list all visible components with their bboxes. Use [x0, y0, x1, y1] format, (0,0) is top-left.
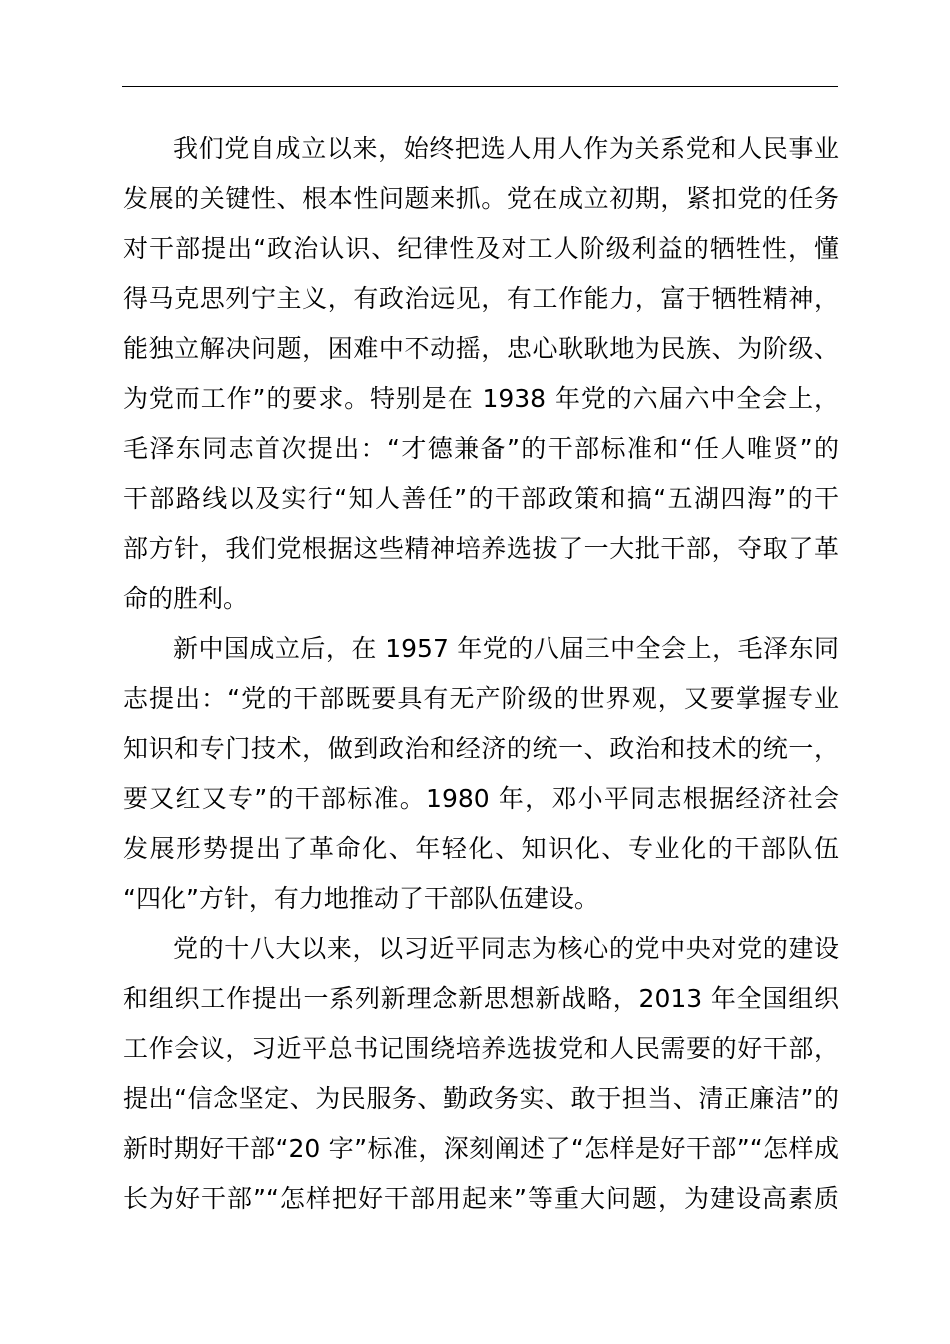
text-line: 我们党自成立以来，始终把选人用人作为关系党和人民事业	[173, 134, 839, 163]
text-line: 命的胜利。	[123, 584, 249, 613]
text-line: 为党而工作”的要求。特别是在 1938 年党的六届六中全会上，	[123, 384, 839, 413]
text-line: 发展形势提出了革命化、年轻化、知识化、专业化的干部队伍	[123, 834, 839, 863]
text-line: 部方针，我们党根据这些精神培养选拔了一大批干部，夺取了革	[123, 534, 839, 563]
text-line: 发展的关键性、根本性问题来抓。党在成立初期，紧扣党的任务	[123, 184, 839, 213]
text-line: 长为好干部”“怎样把好干部用起来”等重大问题，为建设高素质	[123, 1184, 839, 1213]
paragraph-3	[123, 924, 839, 1224]
text-line: 能独立解决问题，困难中不动摇，忠心耿耿地为民族、为阶级、	[123, 334, 839, 363]
text-line: 党的十八大以来，以习近平同志为核心的党中央对党的建设	[173, 934, 839, 963]
paragraph-1	[123, 124, 839, 624]
text-line: 要又红又专”的干部标准。1980 年，邓小平同志根据经济社会	[123, 784, 839, 813]
text-line: 知识和专门技术，做到政治和经济的统一、政治和技术的统一，	[123, 734, 839, 763]
text-line: 提出“信念坚定、为民服务、勤政务实、敢于担当、清正廉洁”的	[123, 1084, 839, 1113]
paragraph-2	[123, 624, 839, 924]
text-line: 得马克思列宁主义，有政治远见，有工作能力，富于牺牲精神，	[123, 284, 839, 313]
text-line: 和组织工作提出一系列新理念新思想新战略，2013 年全国组织	[123, 984, 839, 1013]
text-line: 毛泽东同志首次提出：“才德兼备”的干部标准和“任人唯贤”的	[123, 434, 839, 463]
text-line: 新中国成立后，在 1957 年党的八届三中全会上，毛泽东同	[173, 634, 839, 663]
body-text	[123, 124, 839, 1224]
text-line: “四化”方针，有力地推动了干部队伍建设。	[123, 884, 599, 913]
text-line: 对干部提出“政治认识、纪律性及对工人阶级利益的牺牲性，懂	[123, 234, 839, 263]
text-line: 新时期好干部“20 字”标准，深刻阐述了“怎样是好干部”“怎样成	[123, 1134, 839, 1163]
text-line: 志提出：“党的干部既要具有无产阶级的世界观，又要掌握专业	[123, 684, 839, 713]
text-line: 工作会议，习近平总书记围绕培养选拔党和人民需要的好干部，	[123, 1034, 839, 1063]
header-rule	[122, 86, 838, 87]
text-line: 干部路线以及实行“知人善任”的干部政策和搞“五湖四海”的干	[123, 484, 839, 513]
